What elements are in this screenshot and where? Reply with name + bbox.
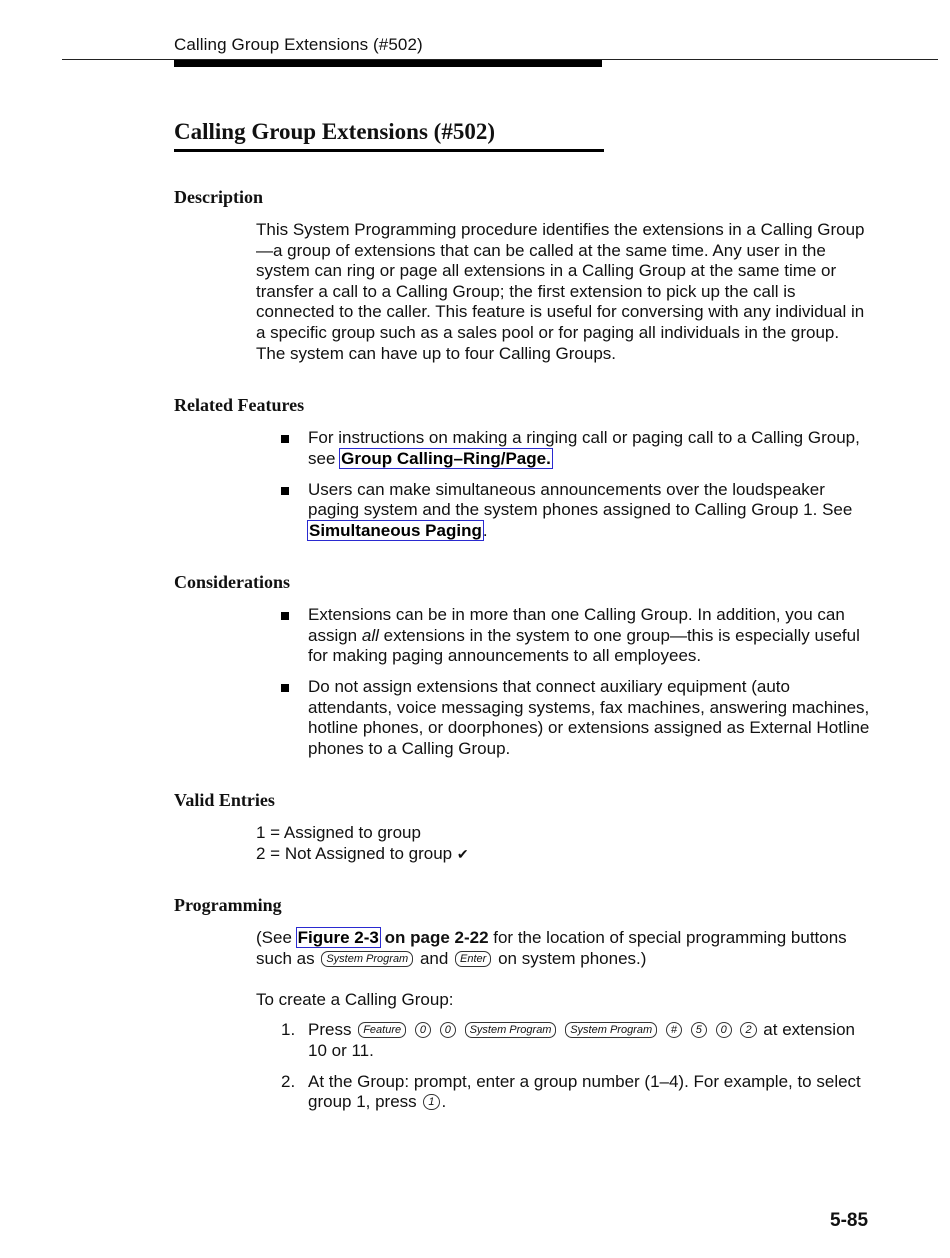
page-number: 5-85 (830, 1210, 869, 1231)
bullet-icon (281, 487, 289, 495)
programming-note (256, 928, 872, 969)
description-heading: Description (174, 187, 263, 207)
programming-heading: Programming (174, 895, 282, 915)
considerations-heading: Considerations (174, 572, 291, 592)
consideration-1-emphasis: all (361, 625, 379, 645)
page-title: Calling Group Extensions (#502) (174, 119, 604, 152)
see-open: (See (256, 928, 297, 947)
system-program-key: System Program (321, 951, 413, 967)
consideration-2-text: Do not assign extensions that connect auxiliary equipment (auto attendants, voice messaging systems, fax machines, answering machines, hotline phones, or doorphones) or extensions assigned as External Hotline phones to a Calling Group. (308, 677, 870, 759)
system-program-key: System Program (565, 1022, 657, 1038)
list-item (281, 1072, 872, 1113)
key-1: 1 (423, 1094, 439, 1110)
feature-key: Feature (358, 1022, 406, 1038)
step-2-number: 2. (281, 1071, 296, 1091)
see-middle: for the location of special programming buttons such as (256, 928, 847, 968)
default-check-icon: ✔ (456, 845, 469, 862)
system-program-key: System Program (465, 1022, 557, 1038)
bullet-icon (281, 612, 289, 620)
see-close: on system phones.) (493, 948, 647, 968)
list-item (281, 677, 872, 759)
step-2-text: At the Group: prompt, enter a group number (1–4). For example, to select group 1, press (308, 1071, 861, 1112)
simultaneous-paging-link[interactable]: Simultaneous Paging (309, 520, 482, 540)
related-item-2-text: Users can make simultaneous announcements over the loudspeaker paging system and the system phones assigned to Calling Group 1. See (308, 479, 853, 520)
and-text: and (415, 948, 454, 968)
key-5: 5 (691, 1022, 707, 1038)
related-features-list (281, 428, 872, 552)
valid-entry-2 (256, 844, 469, 865)
related-item-2-end: . (482, 520, 488, 540)
list-item (281, 480, 872, 542)
related-item-1-text: For instructions on making a ringing call or paging call to a Calling Group, see (308, 428, 860, 468)
enter-key: Enter (455, 951, 491, 967)
valid-entry-1: 1 = Assigned to group (256, 823, 421, 842)
group-calling-link[interactable]: Group Calling–Ring/Page. (341, 448, 551, 468)
bullet-icon (281, 684, 289, 692)
related-features-heading: Related Features (174, 395, 305, 415)
list-item (281, 428, 872, 469)
consideration-1-end: extensions in the system to one group—this is especially useful for making paging announcements to all employees. (308, 625, 860, 666)
figure-link[interactable]: Figure 2-3 (297, 928, 379, 947)
valid-entries-list (256, 823, 469, 864)
consideration-1-text: Extensions can be in more than one Calling Group. In addition, you can assign (308, 605, 845, 645)
valid-entries-heading: Valid Entries (174, 790, 275, 810)
valid-entry-2-text: 2 = Not Assigned to group (256, 843, 453, 863)
programming-steps (281, 1020, 872, 1123)
key-2: 2 (740, 1022, 756, 1038)
key-0: 0 (415, 1022, 431, 1038)
step-1-press: Press (308, 1020, 357, 1039)
key-0: 0 (440, 1022, 456, 1038)
step-2-end: . (441, 1092, 447, 1112)
description-text: This System Programming procedure identifies the extensions in a Calling Group—a group of extensions that can be called at the same time. Any user in the system can ring or page all extensions in a Calling Group at the same time or transfer a call to a Calling Group; the first extension to pick up the call is connected to the caller. This feature is useful for conversing with any individual in a specific group such as a sales pool or for paging all individuals in the group. The system can have up to four Calling Groups. (256, 220, 865, 363)
programming-intro: To create a Calling Group: (256, 990, 454, 1009)
key-hash: # (666, 1022, 682, 1038)
on-page-ref: on page 2-22 (379, 928, 489, 947)
header-bar (174, 60, 602, 67)
bullet-icon (281, 435, 289, 443)
list-item (281, 605, 872, 667)
step-1-number: 1. (281, 1020, 296, 1039)
running-header: Calling Group Extensions (#502) (174, 35, 423, 54)
key-0: 0 (716, 1022, 732, 1038)
step-1-end: at extension 10 or 11. (308, 1020, 855, 1060)
considerations-list (281, 605, 872, 770)
list-item (281, 1020, 872, 1061)
